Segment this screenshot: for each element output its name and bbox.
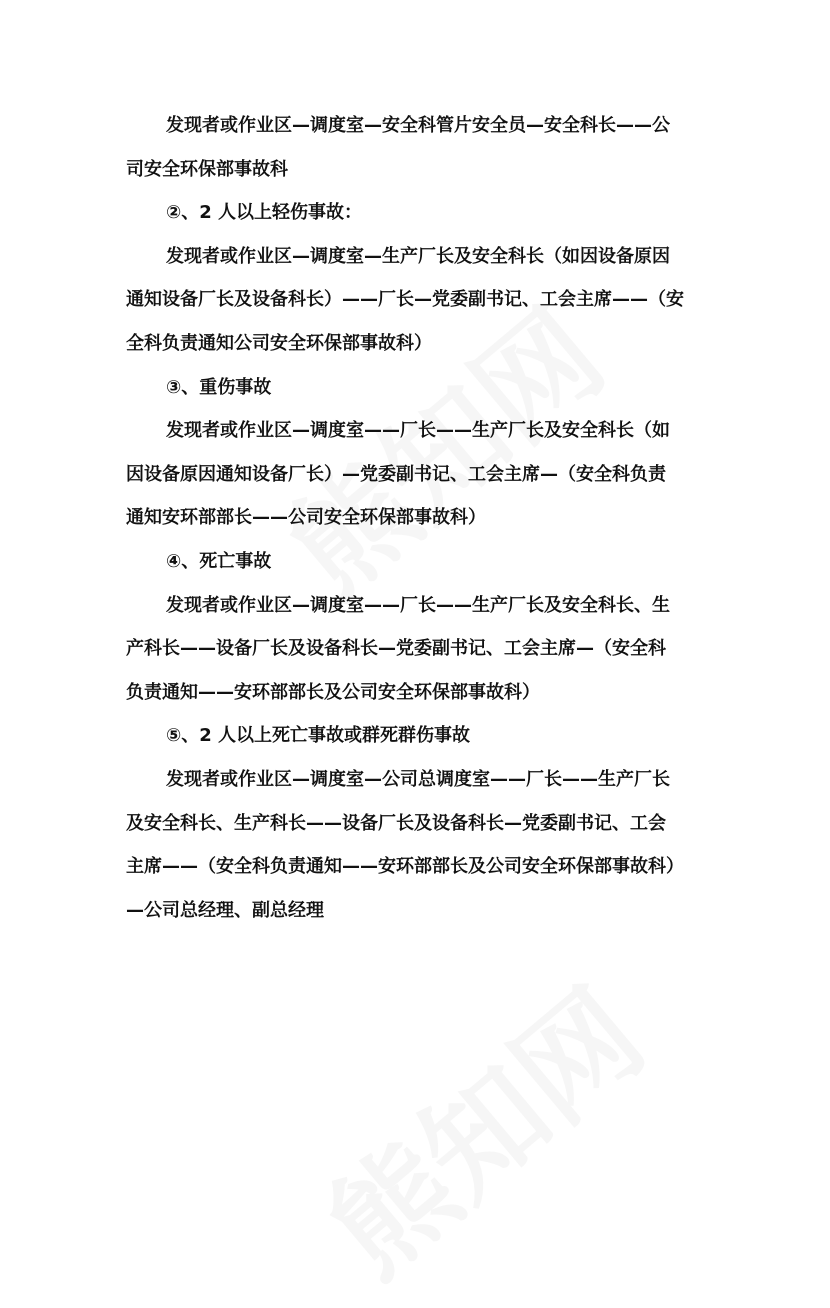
section-heading: ③、重伤事故 xyxy=(166,376,272,398)
watermark xyxy=(287,944,673,1307)
paragraph-line: 发现者或作业区—调度室—生产厂长及安全科长（如因设备原因 xyxy=(166,245,670,267)
paragraph-line: 发现者或作业区—调度室—安全科管片安全员—安全科长——公 xyxy=(166,115,670,136)
paragraph-line: 发现者或作业区—调度室——厂长——生产厂长及安全科长（如 xyxy=(166,420,670,442)
paragraph-line: —公司总经理、副总经理 xyxy=(126,899,324,921)
paragraph-line: 负责通知——安环部部长及公司安全环保部事故科） xyxy=(126,681,540,703)
paragraph-line: 司安全环保部事故科 xyxy=(126,158,288,180)
paragraph-line: 因设备原因通知设备厂长）—党委副书记、工会主席—（安全科负责 xyxy=(126,463,666,485)
paragraph-line: 通知设备厂长及设备科长）——厂长—党委副书记、工会主席——（安 xyxy=(126,289,684,311)
section-heading: ④、死亡事故 xyxy=(166,550,272,572)
paragraph-line: 通知安环部部长——公司安全环保部事故科） xyxy=(126,507,486,529)
section-heading: ⑤、2 人以上死亡事故或群死群伤事故 xyxy=(166,725,471,747)
paragraph-line: 发现者或作业区—调度室—公司总调度室——厂长——生产厂长 xyxy=(166,768,670,790)
paragraph-line: 主席——（安全科负责通知——安环部部长及公司安全环保部事故科） xyxy=(126,856,684,878)
paragraph-line: 产科长——设备厂长及设备科长—党委副书记、工会主席—（安全科 xyxy=(126,638,666,660)
section-heading: ②、2 人以上轻伤事故： xyxy=(166,202,363,224)
paragraph-line: 全科负责通知公司安全环保部事故科） xyxy=(126,332,432,354)
paragraph-line: 及安全科长、生产科长——设备厂长及设备科长—党委副书记、工会 xyxy=(126,812,666,834)
document-body xyxy=(126,104,706,932)
paragraph-line: 发现者或作业区—调度室——厂长——生产厂长及安全科长、生 xyxy=(166,594,670,616)
